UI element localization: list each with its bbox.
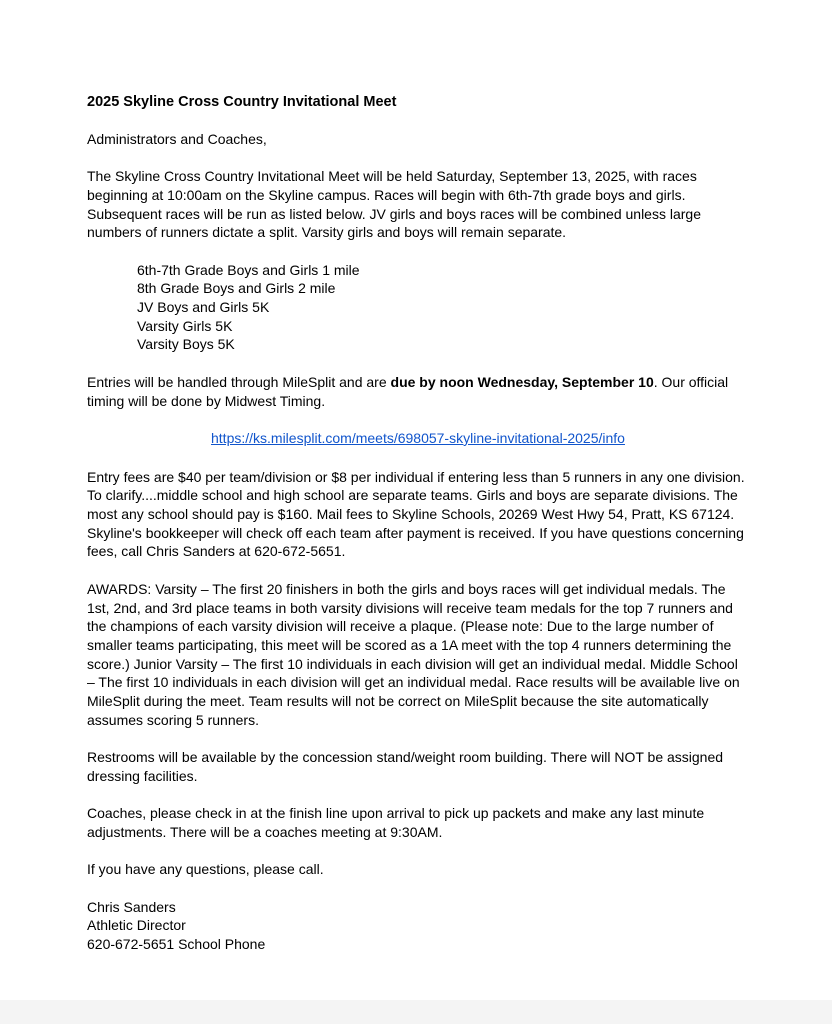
- signature-role: Athletic Director: [87, 917, 186, 934]
- restrooms-text: Restrooms will be available by the concession stand/weight room building. There will NOT be assigned dressing facilities.: [87, 749, 724, 784]
- document-title: 2025 Skyline Cross Country Invitational Meet: [87, 94, 397, 110]
- viewer-bottom-strip: [0, 1000, 832, 1024]
- meet-link-line: [87, 429, 747, 448]
- checkin-paragraph: Coaches, please check in at the finish line upon arrival to pick up packets and make any last minute adjustments. There will be a coaches meeting at 9:30AM.: [87, 805, 705, 840]
- awards-paragraph: AWARDS: Varsity – The first 20 finishers in both the girls and boys races will get individual medals. The 1st, 2nd, and 3rd place teams in both varsity divisions will receive team medals for the top 7 runners and the champions of each varsity division will receive a plaque. (Please note: Due to the large number of smaller teams participating, this meet will be scored as a 1A meet with the top 4 runners determining the score.) Junior Varsity – The first 10 individuals in each division will get an individual medal. Middle School – The first 10 individuals in each division will get an individual medal. Race results will be available live on MileSplit during the meet. Team results will not be correct on MileSplit because the site automatically assumes scoring 5 runners.: [87, 580, 740, 728]
- signature-name: Chris Sanders: [87, 898, 176, 915]
- restrooms-paragraph: [87, 748, 747, 785]
- signature-phone: 620-672-5651 School Phone: [87, 936, 266, 953]
- questions-paragraph: If you have any questions, please call.: [87, 861, 324, 878]
- race-list: [87, 261, 747, 355]
- race-item: JV Boys and Girls 5K: [137, 299, 270, 315]
- race-item: Varsity Boys 5K: [137, 336, 235, 353]
- meet-info-link[interactable]: https://ks.milesplit.com/meets/698057-skyline-invitational-2025/info: [211, 429, 625, 446]
- intro-paragraph: The Skyline Cross Country Invitational Meet will be held Saturday, September 13, 2025, with races beginning at 10:00am on the Skyline campus. Races will begin with 6th-7th grade boys and girls. Subsequent races will be run as listed below. JV girls and boys races will be combined unless large numbers of runners dictate a split. Varsity girls and boys will remain separate.: [87, 168, 701, 241]
- entries-paragraph: [87, 373, 747, 410]
- race-item: Varsity Girls 5K: [137, 317, 233, 334]
- salutation: Administrators and Coaches,: [87, 130, 267, 147]
- entries-timing: . Our official timing will be done by Midwest Timing.: [87, 373, 729, 409]
- fees-paragraph: Entry fees are $40 per team/division or $8 per individual if entering less than 5 runners in any one division. To clarify....middle school and high school are separate teams. Girls and boys are separate divisions. The most any school should pay is $160. Mail fees to Skyline Schools, 20269 West Hwy 54, Pratt, KS 67124. Skyline's bookkeeper will check off each team after payment is received. If you have questions concerning fees, call Chris Sanders at 620-672-5651.: [87, 468, 745, 560]
- race-item: 6th-7th Grade Boys and Girls 1 mile: [137, 261, 360, 278]
- letter-content: [87, 93, 747, 954]
- signature-block: [87, 898, 747, 954]
- entries-deadline: due by noon Wednesday, September 10: [390, 373, 654, 390]
- entries-text: Entries will be handled through MileSplit and are: [87, 373, 391, 390]
- race-item: 8th Grade Boys and Girls 2 mile: [137, 280, 336, 297]
